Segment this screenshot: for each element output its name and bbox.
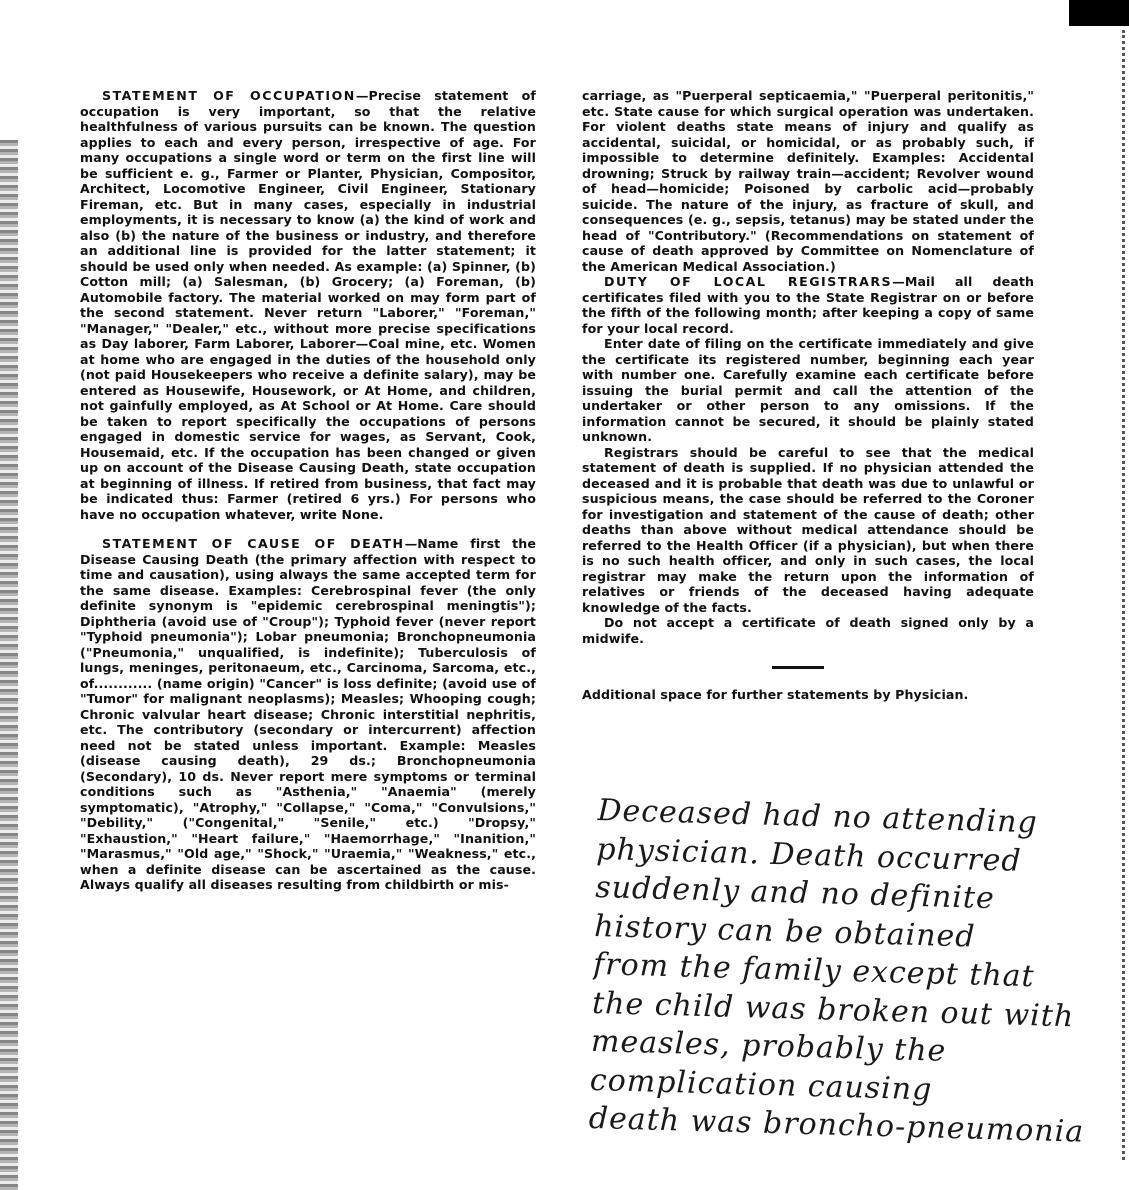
handwritten-line: history can be obtained — [593, 908, 976, 955]
occupation-heading: STATEMENT OF OCCUPATION — [102, 88, 356, 103]
occupation-text: —Precise statement of occupation is very important, so that the relative healthfulness of various pursuits can be known. The question applies to each and every person, irrespective of age. For many occupations a single word or term on the first line will be sufficient e. g., Farmer or Planter, Physician, Compositor, Architect, Locomotive Engineer, Civil Engineer, Stationary Fireman, etc. But in many cases, especially in industrial employments, it is necessary to know (a) the kind of work and also (b) the nature of the business or industry, and therefore an additional line is provided for the latter statement; it should be used only when needed. As example: (a) Spinner, (b) Cotton mill; (a) Salesman, (b) Grocery; (a) Foreman, (b) Automobile factory. The material worked on may form part of the second statement. Never return "Laborer," "Foreman," "Manager," "Dealer," etc., without more precise specifications as Day laborer, Farm Laborer, Laborer—Coal mine, etc. Women at home who are engaged in the duties of the household only (not paid Housekeepers who receive a definite salary), may be entered as Housewife, Housework, or At Home, and children, not gainfully employed, as At School or At Home. Care should be taken to report specifically the occupations of persons engaged in domestic service for wages, as Servant, Cook, Housemaid, etc. If the occupation has been changed or given up on account of the Disease Causing Death, state occupation at beginning of illness. If retired from business, that fact may be indicated thus: Farmer (retired 6 yrs.) For persons who have no occupation whatever, write None. — [80, 88, 536, 522]
midwife-paragraph: Do not accept a certificate of death signed only by a midwife. — [582, 615, 1034, 646]
handwritten-line: complication causing — [589, 1062, 933, 1107]
right-column — [582, 88, 1034, 703]
registrars-paragraph: Registrars should be careful to see that the medical statement of death is supplied. If no physician attended the deceased and it is probable that death was due to unlawful or suspicious means, the case should be referred to the Coroner for investigation and statement of the cause of death; other deaths than above without medical attendance should be referred to the Health Officer (if a physician), but when there is no such health officer, and only in such cases, the local registrar may make the return upon the information of relatives or friends of the deceased having adequate knowledge of the facts. — [582, 444, 1034, 615]
cause-continued-paragraph: carriage, as "Puerperal septicaemia," "Puerperal peritonitis," etc. State cause for which surgical operation was undertaken. For violent deaths state means of injury and qualify as accidental, suicidal, or homicidal, or as probably such, if impossible to determine definitely. Examples: Accidental drowning; Struck by railway train—accident; Revolver wound of head—homicide; Poisoned by carbolic acid—probably suicide. The nature of the injury, as fracture of skull, and consequences (e. g., sepsis, tetanus) may be stated under the head of "Contributory." (Recommendations on statement of cause of death approved by Committee on Nomenclature of the American Medical Association.) — [582, 88, 1034, 274]
occupation-paragraph — [80, 88, 536, 522]
handwritten-line: death was broncho-pneumonia — [588, 1100, 1085, 1150]
duty-heading: DUTY OF LOCAL REGISTRARS — [604, 274, 893, 289]
filing-paragraph: Enter date of filing on the certificate immediately and give the certificate its registered number, beginning each year with number one. Carefully examine each certificate before issuing the burial permit and call the attention of the undertaker or other person to any omissions. If the information cannot be secured, it should be plainly stated unknown. — [582, 336, 1034, 444]
physician-handwritten-note — [588, 792, 1125, 1153]
duty-text: —Mail all death certificates filed with you to the State Registrar on or before the fifth of the following month; after keeping a copy of same for your local record. — [582, 274, 1035, 336]
handwritten-line: measles, probably the — [590, 1023, 947, 1069]
left-column — [80, 88, 536, 893]
scan-edge-shadow-top-right — [1069, 0, 1129, 26]
handwritten-line: from the family except that — [592, 946, 1036, 995]
handwritten-line: suddenly and no definite — [594, 869, 996, 917]
handwritten-line: the child was broken out with — [591, 985, 1075, 1034]
duty-paragraph — [582, 274, 1034, 336]
section-divider — [772, 666, 824, 669]
additional-statements-label: Additional space for further statements by Physician. — [582, 687, 969, 702]
cause-heading: STATEMENT OF CAUSE OF DEATH — [102, 536, 405, 551]
cause-text: —Name first the Disease Causing Death (the primary affection with respect to time and causation), using always the same accepted term for the same disease. Examples: Cerebrospinal fever (the only definite synonym is "epidemic cerebrospinal meningtis"); Diphtheria (avoid use of "Croup"); Typhoid fever (never report "Typhoid pneumonia"); Lobar pneumonia; Bronchopneumonia ("Pneumonia," unqualified, is indefinite); Tuberculosis of lungs, meninges, peritonaeum, etc., Carcinoma, Sarcoma, etc., of............ (name origin) "Cancer" is loss definite; (avoid use of "Tumor" for malignant neoplasms); Measles; Whooping cough; Chronic valvular heart disease; Chronic interstitial nephritis, etc. The contributory (secondary or intercurrent) affection need not be stated unless important. Example: Measles (disease causing death), 29 ds.; Bronchopneumonia (Secondary), 10 ds. Never report mere symptoms or terminal conditions such as "Asthenia," "Anaemia" (merely symptomatic), "Atrophy," "Collapse," "Coma," "Convulsions," "Debility," ("Congenital," "Senile," etc.) "Dropsy," "Exhaustion," "Heart failure," "Haemorrhage," "Inanition," "Marasmus," "Old age," "Shock," "Uraemia," "Weakness," etc., when a definite disease can be ascertained as the cause. Always qualify all diseases resulting from childbirth or mis- — [80, 536, 536, 892]
scan-edge-shadow-left — [0, 140, 18, 1190]
handwritten-line: Deceased had no attending — [596, 792, 1039, 841]
handwritten-line: physician. Death occurred — [595, 831, 1023, 879]
cause-paragraph — [80, 536, 536, 893]
